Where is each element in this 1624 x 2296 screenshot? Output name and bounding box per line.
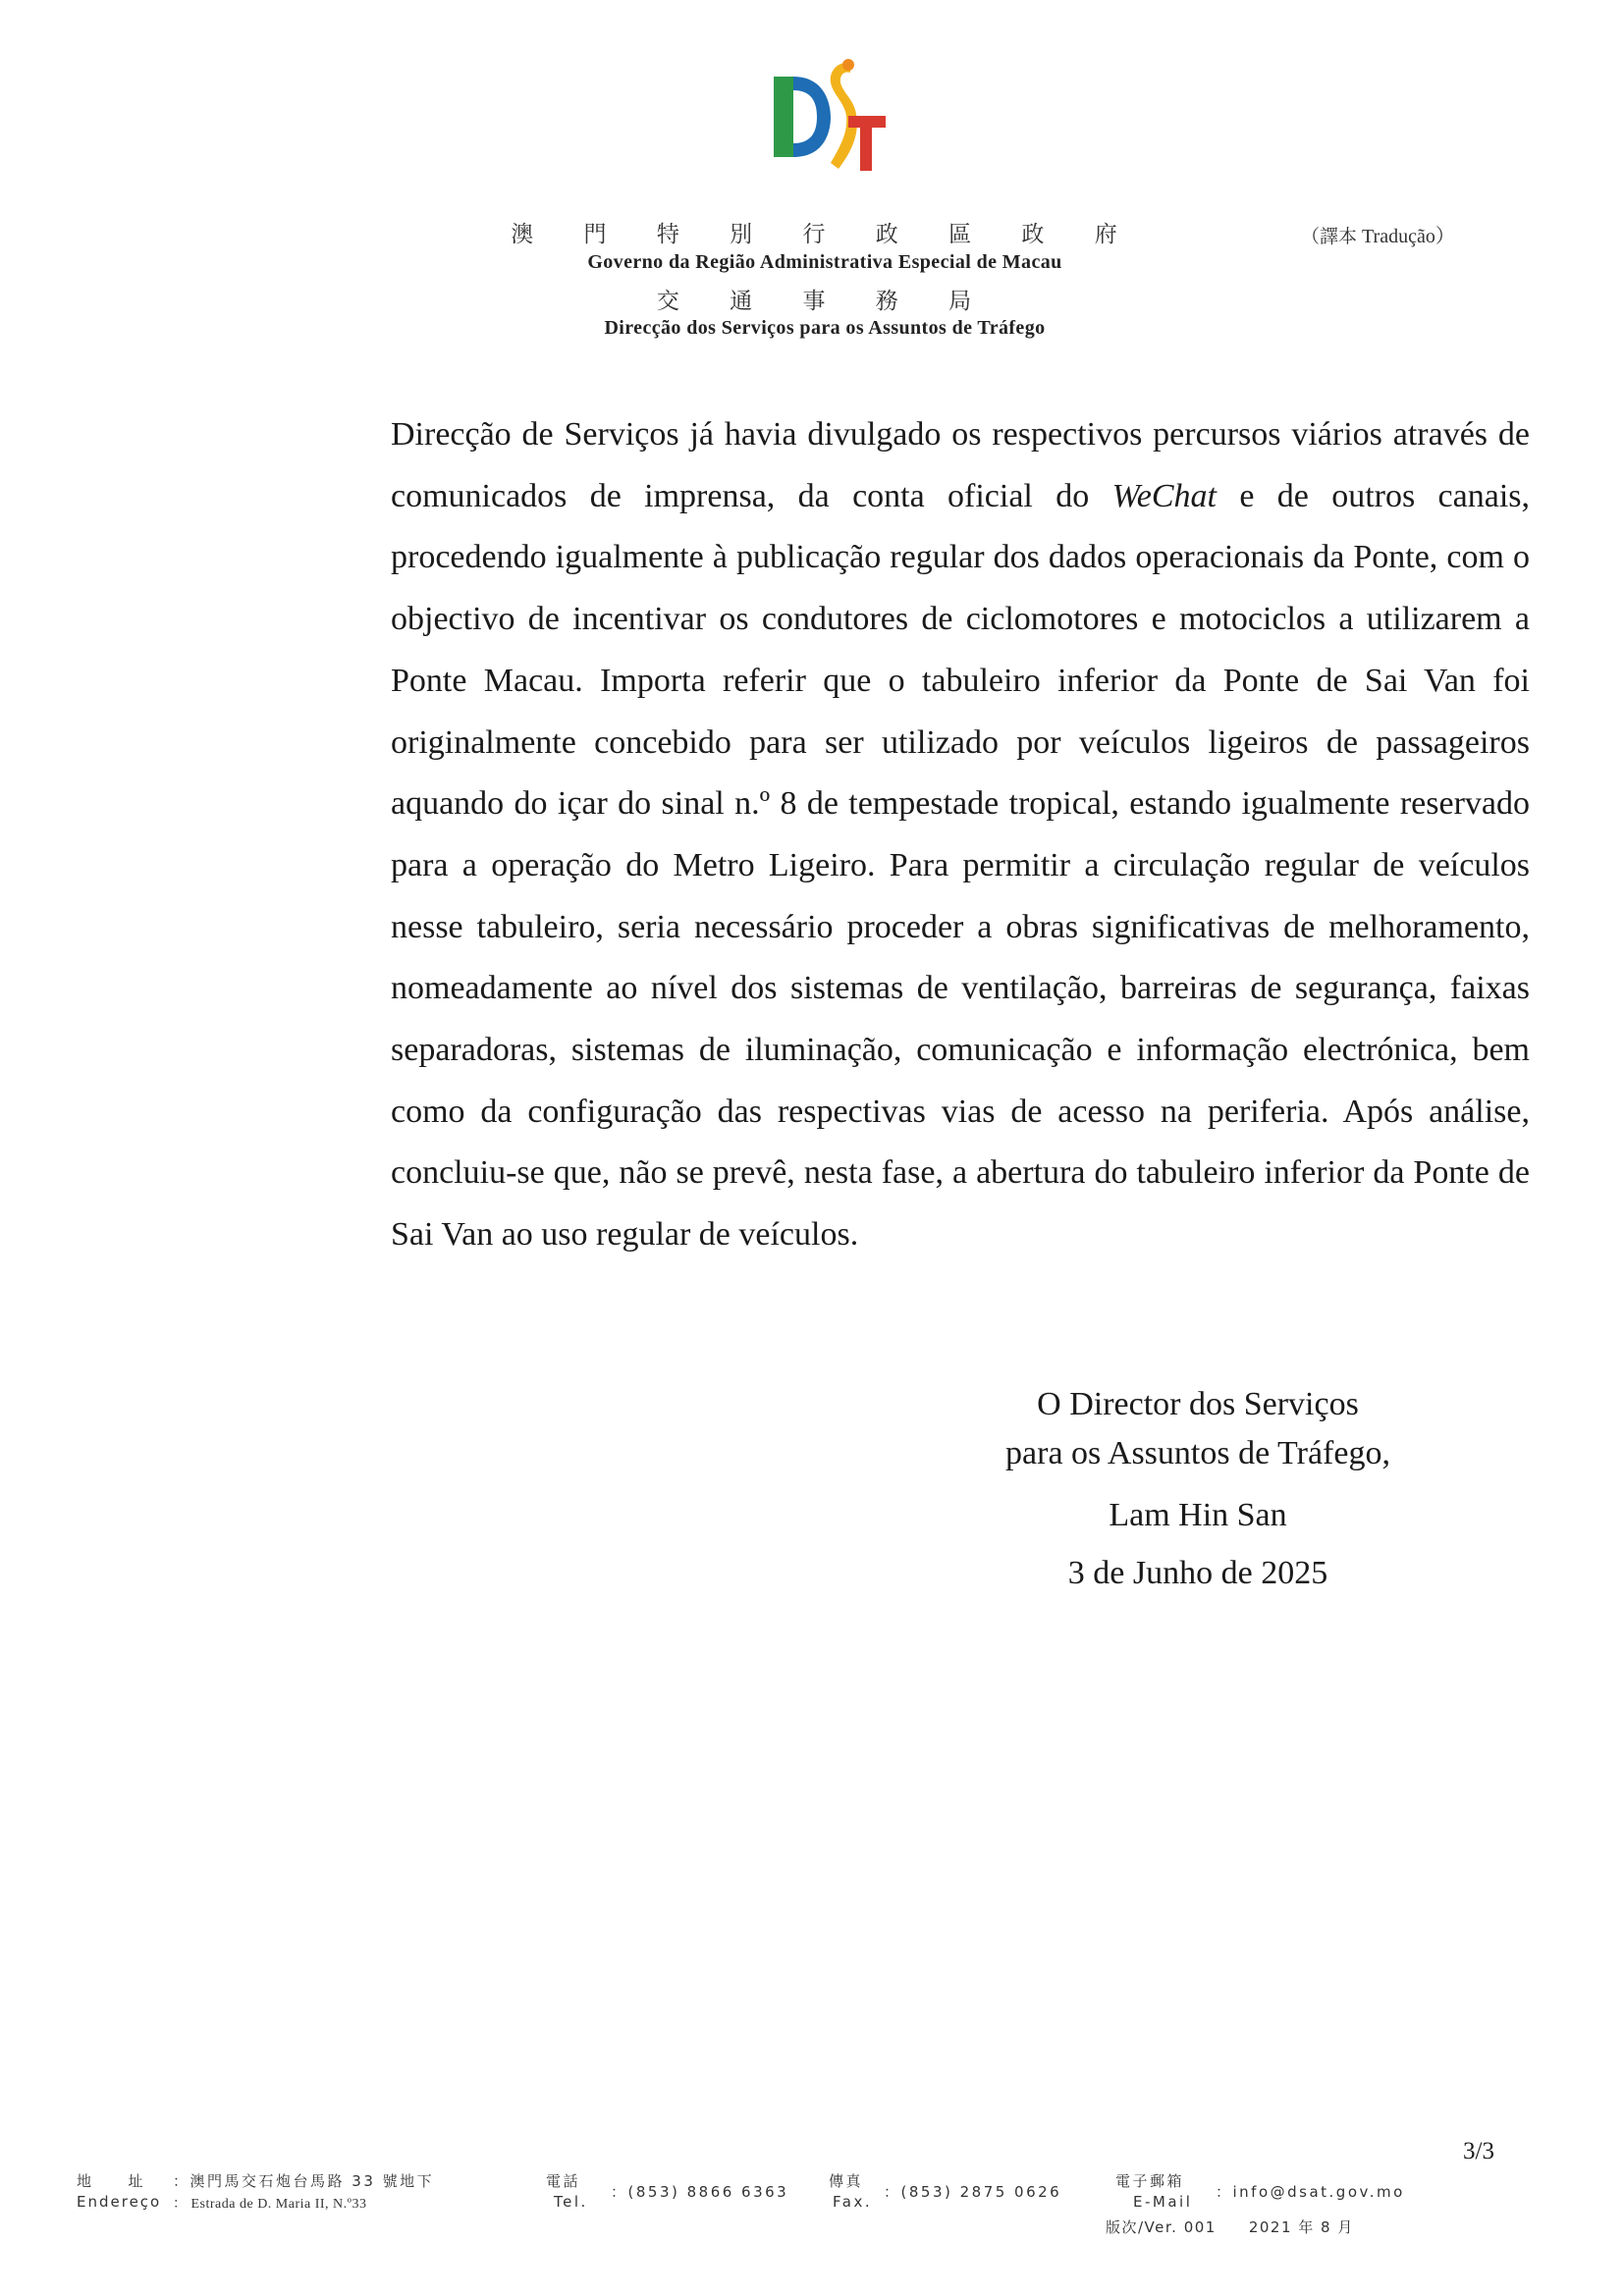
body-paragraph xyxy=(391,404,1530,1266)
footer-email-label-pt: E-Mail xyxy=(1133,2193,1193,2211)
translation-note xyxy=(1301,220,1455,248)
logo-d-blue xyxy=(793,77,831,157)
signature-date: 3 de Junho de 2025 xyxy=(1067,1555,1328,1591)
body-wechat: WeChat xyxy=(1111,477,1217,514)
footer-tel: ：(853) 8866 6363 xyxy=(611,2183,789,2201)
page-number: 3/3 xyxy=(1463,2138,1494,2164)
footer-address-label-zh: 地 址 xyxy=(77,2172,146,2190)
logo-s-yellow xyxy=(831,63,857,169)
footer-tel-label-zh: 電話 xyxy=(546,2172,581,2190)
header-gov-zh: 澳 門 特 別 行 政 區 政 府 xyxy=(511,222,1139,247)
footer-version: 版次/Ver. 001 2021 年 8 月 xyxy=(1106,2218,1354,2236)
footer-fax-label-zh: 傳真 xyxy=(829,2172,864,2190)
signature-title-line2: para os Assuntos de Tráfego, xyxy=(1005,1435,1390,1471)
logo-d-green xyxy=(774,77,793,157)
dsat-logo xyxy=(766,55,893,185)
footer-address-label-pt: Endereço xyxy=(77,2193,162,2211)
signature-name: Lam Hin San xyxy=(1109,1497,1287,1533)
header-dept-zh: 交 通 事 務 局 xyxy=(656,289,994,314)
translation-zh: （譯本 xyxy=(1301,226,1358,247)
footer-address-zh: ：澳門馬交石炮台馬路 33 號地下 xyxy=(173,2172,435,2190)
footer-email: ：info@dsat.gov.mo xyxy=(1216,2183,1405,2201)
footer-fax: ：(853) 2875 0626 xyxy=(884,2183,1062,2201)
footer-email-label-zh: 電子郵箱 xyxy=(1115,2172,1185,2190)
translation-pt: Tradução） xyxy=(1362,226,1455,247)
logo-t-red xyxy=(848,116,886,171)
body-text-part2: e de outros canais, procedendo igualmente à publicação regular dos dados operacionais da Ponte, com o objectivo de incentivar os condutores de ciclomotores e motociclos a utilizarem a Ponte Macau. Importa referir que o tabuleiro inferior da Ponte de Sai Van foi originalmente concebido para ser utilizado por veículos ligeiros de passageiros aquando do içar do sinal n.º 8 de tempestade tropical, estando igualmente reservado para a operação do Metro Ligeiro. Para permitir a circulação regular de veículos nesse tabuleiro, seria necessário proceder a obras significativas de melhoramento, nomeadamente ao nível dos sistemas de ventilação, barreiras de segurança, faixas separadoras, sistemas de iluminação, comunicação e informação electrónica, bem como da configuração das respectivas vias de acesso na periferia. Após análise, concluiu-se que, não se prevê, nesta fase, a abertura do tabuleiro inferior da Ponte de Sai Van ao uso regular de veículos. xyxy=(391,477,1530,1254)
logo-dot-orange xyxy=(842,59,854,71)
header-dept-pt: Direcção dos Serviços para os Assuntos de Tráfego xyxy=(604,317,1046,339)
body-text-part1: Direcção de Serviços já havia divulgado os respectivos percursos viários através de comunicados de imprensa, da conta oficial do xyxy=(391,416,1530,514)
footer-tel-label-pt: Tel. xyxy=(554,2193,588,2211)
signature-title-line1: O Director dos Serviços xyxy=(1037,1386,1359,1422)
header-gov-pt: Governo da Região Administrativa Especial de Macau xyxy=(587,251,1062,273)
footer-fax-label-pt: Fax. xyxy=(833,2193,873,2211)
footer-address-pt: ： Estrada de D. Maria II, N.º33 xyxy=(173,2197,367,2212)
